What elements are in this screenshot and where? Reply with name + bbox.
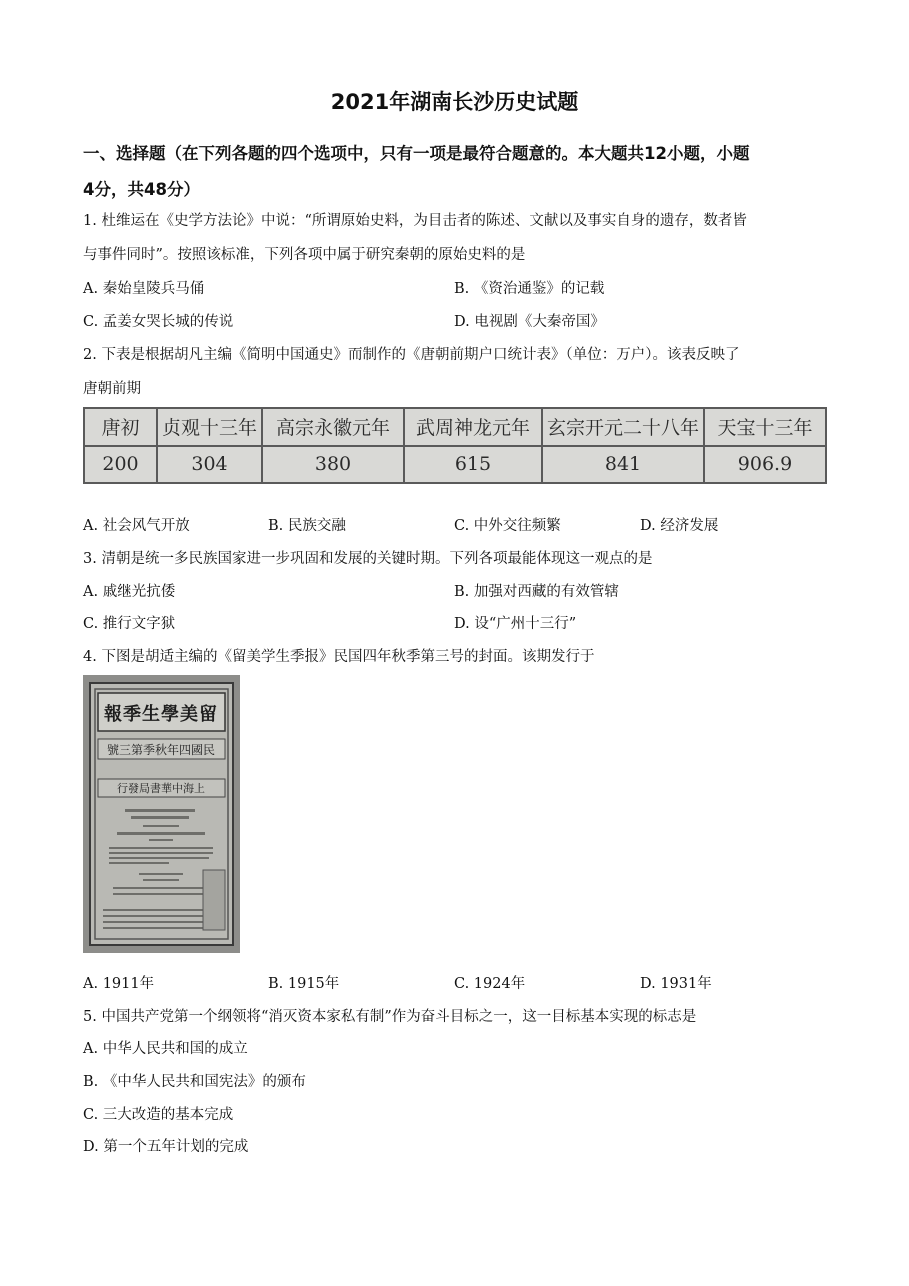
page-title: 2021年湖南长沙历史试题	[330, 90, 579, 114]
table-header-row	[84, 408, 826, 446]
section-heading: 一、选择题（在下列各题的四个选项中，只有一项是最符合题意的。本大题共12小题，小题	[83, 144, 750, 163]
table-cell: 200	[84, 446, 157, 484]
question-1-stem: 1. 杜维运在《史学方法论》中说：“所谓原始史料，为目击者的陈述、文献以及事实自身的遗存，数者皆	[83, 213, 747, 229]
table-header-cell: 唐初	[84, 408, 157, 446]
q3-option-c[interactable]: C. 推行文字狱	[83, 616, 176, 632]
q2-option-a[interactable]: A. 社会风气开放	[83, 518, 190, 534]
question-4-stem: 4. 下图是胡适主编的《留美学生季报》民国四年秋季第三号的封面。该期发行于	[83, 649, 595, 665]
q1-option-d[interactable]: D. 电视剧《大秦帝国》	[454, 314, 605, 330]
q2-option-b[interactable]: B. 民族交融	[268, 518, 346, 534]
cover-masthead: 報季生學美留	[104, 704, 218, 725]
q4-option-c[interactable]: C. 1924年	[454, 976, 526, 992]
population-table	[83, 407, 827, 484]
q3-option-d[interactable]: D. 设“广州十三行”	[454, 616, 577, 632]
question-5-stem: 5. 中国共产党第一个纲领将“消灭资本家私有制”作为奋斗目标之一，这一目标基本实现的标志是	[83, 1009, 697, 1025]
table-header-cell: 高宗永徽元年	[262, 408, 404, 446]
q5-option-a[interactable]: A. 中华人民共和国的成立	[83, 1041, 248, 1057]
cover-issue-line: 號三第季秋年四國民	[106, 743, 216, 757]
table-header-cell: 玄宗开元二十八年	[542, 408, 704, 446]
q5-option-d[interactable]: D. 第一个五年计划的完成	[83, 1139, 249, 1155]
q4-option-d[interactable]: D. 1931年	[640, 976, 712, 992]
q5-option-b[interactable]: B. 《中华人民共和国宪法》的颁布	[83, 1074, 306, 1090]
q3-option-a[interactable]: A. 戚继光抗倭	[83, 584, 176, 600]
table-cell: 380	[262, 446, 404, 484]
table-value-row	[84, 446, 826, 484]
q4-option-b[interactable]: B. 1915年	[268, 976, 340, 992]
table-header-cell: 天宝十三年	[704, 408, 826, 446]
table-cell: 841	[542, 446, 704, 484]
question-1-stem-cont: 与事件同时”。按照该标准，下列各项中属于研究秦朝的原始史料的是	[83, 247, 526, 263]
question-2-stem: 2. 下表是根据胡凡主编《简明中国通史》而制作的《唐朝前期户口统计表》（单位：万户）。该表反映了	[83, 347, 740, 363]
q1-option-c[interactable]: C. 孟姜女哭长城的传说	[83, 314, 234, 330]
q2-option-c[interactable]: C. 中外交往频繁	[454, 518, 561, 534]
cover-publisher-line: 行發局書華中海上	[117, 782, 205, 795]
q2-option-d[interactable]: D. 经济发展	[640, 518, 719, 534]
q1-option-a[interactable]: A. 秦始皇陵兵马俑	[83, 281, 205, 297]
q5-option-c[interactable]: C. 三大改造的基本完成	[83, 1107, 234, 1123]
table-header-cell: 贞观十三年	[157, 408, 262, 446]
table-header-cell: 武周神龙元年	[404, 408, 542, 446]
question-3-stem: 3. 清朝是统一多民族国家进一步巩固和发展的关键时期。下列各项最能体现这一观点的是	[83, 551, 653, 567]
q4-option-a[interactable]: A. 1911年	[83, 976, 155, 992]
table-cell: 615	[404, 446, 542, 484]
question-2-stem-cont: 唐朝前期	[83, 381, 141, 397]
q1-option-b[interactable]: B. 《资治通鉴》的记载	[454, 281, 605, 297]
table-cell: 304	[157, 446, 262, 484]
section-heading-cont: 4分，共48分）	[83, 180, 200, 199]
magazine-cover-image	[83, 675, 240, 953]
q3-option-b[interactable]: B. 加强对西藏的有效管辖	[454, 584, 619, 600]
table-cell: 906.9	[704, 446, 826, 484]
